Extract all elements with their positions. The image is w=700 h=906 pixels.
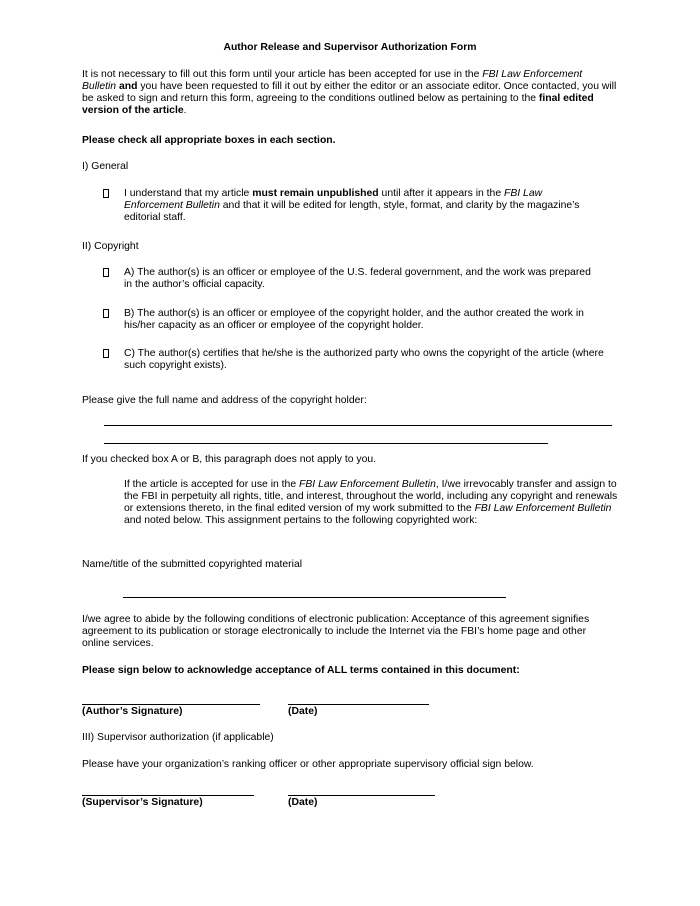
- copyright-c-checkbox[interactable]: [103, 349, 109, 358]
- section-copyright-heading: II) Copyright: [82, 241, 139, 252]
- section-general-heading: I) General: [82, 161, 129, 172]
- author-signature-line[interactable]: [82, 704, 260, 705]
- general-statement: I understand that my article must remain unpublished until after it appears in the FBI Law Enforcement Bulletin and that it will be edited for length, style, format, and clarity by the magazine’s editorial staff.: [124, 188, 580, 223]
- author-date-line[interactable]: [288, 704, 429, 705]
- transfer-paragraph: If the article is accepted for use in the FBI Law Enforcement Bulletin, I/we irrevocably transfer and assign to the FBI in perpetuity all rights, title, and interest, throughout the world, including any copyright and renewals or extensions thereto, in the final edited version of my work submitted to the FBI Law Enforcement Bulletin and noted below. This assignment pertains to the following copyrighted work:: [124, 479, 618, 526]
- copyright-holder-line-2[interactable]: [104, 443, 548, 444]
- ab-note: If you checked box A or B, this paragraph does not apply to you.: [82, 454, 377, 465]
- copyright-b-checkbox[interactable]: [103, 309, 109, 318]
- copyright-option-b: B) The author(s) is an officer or employee of the copyright holder, and the author created the work in his/her capacity as an officer or employee of the copyright holder.: [124, 308, 584, 331]
- copyright-holder-line-1[interactable]: [104, 425, 612, 426]
- section-supervisor-heading: III) Supervisor authorization (if applicable): [82, 732, 274, 743]
- supervisor-date-label: (Date): [288, 797, 318, 808]
- supervisor-date-line[interactable]: [288, 795, 435, 796]
- form-title: Author Release and Supervisor Authorization Form: [223, 42, 477, 53]
- check-instruction: Please check all appropriate boxes in each section.: [82, 135, 336, 146]
- general-checkbox[interactable]: [103, 189, 109, 198]
- intro-paragraph: It is not necessary to fill out this form until your article has been accepted for use in the FBI Law Enforcement Bulletin and you have been requested to fill it out by either the editor or an associate editor. Once contacted, you will be asked to sign and return this form, agreeing to the conditions outlined below as pertaining to the final edited version of the article.: [82, 69, 617, 116]
- name-title-label: Name/title of the submitted copyrighted material: [82, 559, 303, 570]
- copyright-holder-prompt: Please give the full name and address of the copyright holder:: [82, 395, 367, 406]
- name-title-line[interactable]: [123, 597, 506, 598]
- copyright-option-a: A) The author(s) is an officer or employee of the U.S. federal government, and the work was prepared in the author’s official capacity.: [124, 267, 591, 290]
- copyright-a-checkbox[interactable]: [103, 268, 109, 277]
- copyright-option-c: C) The author(s) certifies that he/she is the authorized party who owns the copyright of the article (where such copyright exists).: [124, 348, 604, 371]
- supervisor-instruction: Please have your organization’s ranking officer or other appropriate supervisory official sign below.: [82, 759, 534, 770]
- sign-instruction: Please sign below to acknowledge acceptance of ALL terms contained in this document:: [82, 665, 520, 676]
- supervisor-signature-label: (Supervisor’s Signature): [82, 797, 203, 808]
- supervisor-signature-line[interactable]: [82, 795, 254, 796]
- author-date-label: (Date): [288, 706, 318, 717]
- electronic-paragraph: I/we agree to abide by the following conditions of electronic publication: Acceptance of this agreement signifies agreement to its publication or storage electronically to include the Internet via the FBI’s home page and other online services.: [82, 614, 590, 649]
- author-signature-label: (Author’s Signature): [82, 706, 183, 717]
